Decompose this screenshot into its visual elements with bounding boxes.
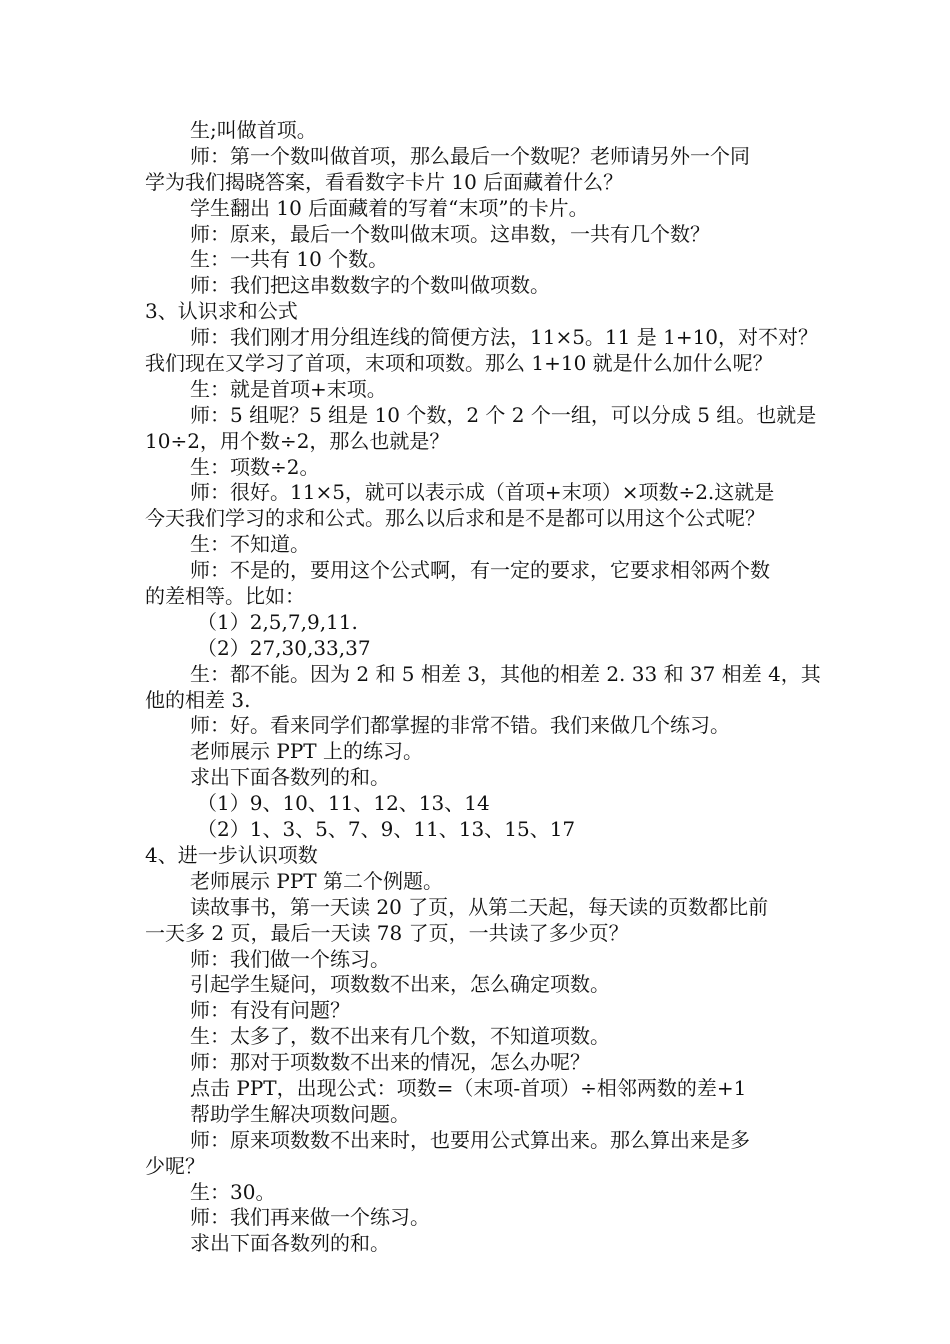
text-line: （1）9、10、11、12、13、14 — [197, 791, 490, 816]
text-line: 师：我们把这串数数字的个数叫做项数。 — [190, 273, 550, 298]
text-line: 生：项数÷2。 — [190, 454, 320, 479]
text-line: 求出下面各数列的和。 — [190, 765, 390, 790]
text-line: 师：原来项数数不出来时，也要用公式算出来。那么算出来是多 — [190, 1127, 750, 1152]
text-line: 师：很好。11×5，就可以表示成（首项+末项）×项数÷2.这就是 — [190, 480, 775, 505]
text-line: 师：好。看来同学们都掌握的非常不错。我们来做几个练习。 — [190, 713, 730, 738]
text-line: （1）2,5,7,9,11. — [197, 609, 358, 634]
text-line: 4、进一步认识项数 — [145, 842, 318, 867]
text-line: 生：太多了，数不出来有几个数，不知道项数。 — [190, 1024, 610, 1049]
text-line: 求出下面各数列的和。 — [190, 1231, 390, 1256]
text-line: 师：有没有问题？ — [190, 998, 350, 1023]
text-line: 师：原来，最后一个数叫做末项。这串数，一共有几个数？ — [190, 221, 710, 246]
text-line: 学生翻出 10 后面藏着的写着“末项”的卡片。 — [190, 195, 589, 220]
text-line: 师：我们刚才用分组连线的简便方法，11×5。11 是 1+10，对不对？ — [190, 325, 819, 350]
text-line: 师：不是的，要用这个公式啊，有一定的要求，它要求相邻两个数 — [190, 558, 770, 583]
text-line: 生：30。 — [190, 1179, 276, 1204]
text-line: 师：那对于项数数不出来的情况，怎么办呢？ — [190, 1050, 590, 1075]
document-body — [145, 118, 835, 1257]
text-line: 老师展示 PPT 上的练习。 — [190, 739, 423, 764]
text-line: 的差相等。比如： — [145, 584, 305, 609]
text-line: 3、认识求和公式 — [145, 299, 298, 324]
text-line: （2）27,30,33,37 — [197, 635, 371, 660]
text-line: 我们现在又学习了首项，末项和项数。那么 1+10 就是什么加什么呢？ — [145, 351, 773, 376]
text-line: 今天我们学习的求和公式。那么以后求和是不是都可以用这个公式呢？ — [145, 506, 765, 531]
text-line: （2）1、3、5、7、9、11、13、15、17 — [197, 817, 576, 842]
text-line: 生;叫做首项。 — [190, 118, 317, 142]
text-line: 引起学生疑问，项数数不出来，怎么确定项数。 — [190, 972, 610, 997]
text-line: 点击 PPT，出现公式：项数=（末项-首项）÷相邻两数的差+1 — [190, 1075, 747, 1100]
text-line: 生：都不能。因为 2 和 5 相差 3，其他的相差 2. 33 和 37 相差 4，其 — [190, 661, 821, 686]
text-line: 读故事书，第一天读 20 了页，从第二天起，每天读的页数都比前 — [190, 894, 769, 919]
text-line: 学为我们揭晓答案，看看数字卡片 10 后面藏着什么？ — [145, 169, 624, 194]
text-line: 10÷2，用个数÷2，那么也就是？ — [145, 428, 450, 453]
text-line: 老师展示 PPT 第二个例题。 — [190, 868, 443, 893]
text-line: 师：5 组呢？5 组是 10 个数，2 个 2 个一组，可以分成 5 组。也就是 — [190, 402, 817, 427]
text-line: 生：就是首项+末项。 — [190, 376, 387, 401]
text-line: 生：一共有 10 个数。 — [190, 247, 389, 272]
text-line: 师：第一个数叫做首项，那么最后一个数呢？老师请另外一个同 — [190, 143, 750, 168]
text-line: 师：我们做一个练习。 — [190, 946, 390, 971]
text-line: 他的相差 3. — [145, 687, 251, 712]
text-line: 师：我们再来做一个练习。 — [190, 1205, 430, 1230]
text-line: 少呢？ — [145, 1153, 205, 1178]
text-line: 帮助学生解决项数问题。 — [190, 1101, 410, 1126]
text-line: 一天多 2 页，最后一天读 78 了页，一共读了多少页？ — [145, 920, 629, 945]
text-line: 生：不知道。 — [190, 532, 310, 557]
